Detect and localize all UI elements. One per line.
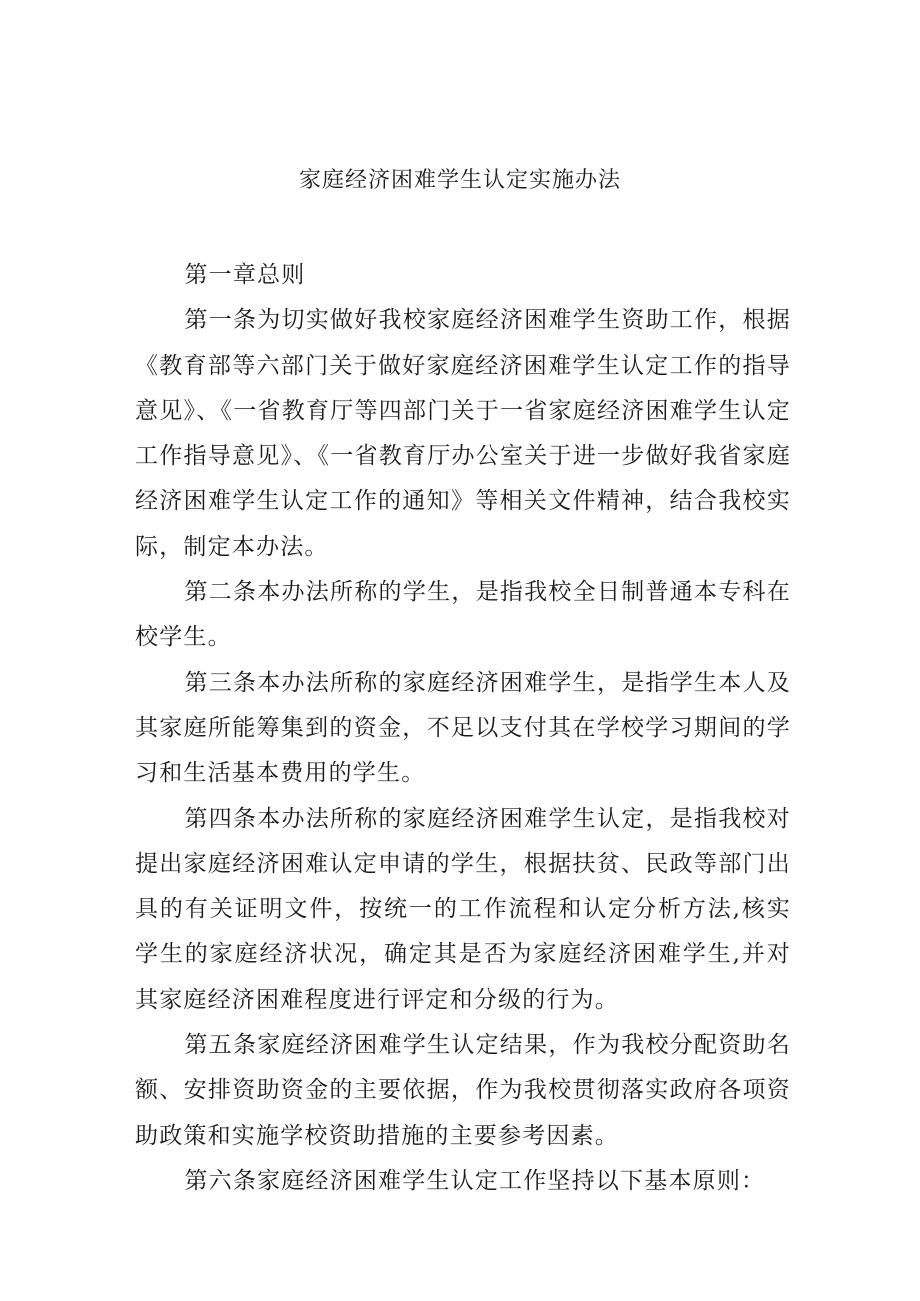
article-5-paragraph: 第五条家庭经济困难学生认定结果，作为我校分配资助名额、安排资助资金的主要依据，作为我校贯彻落实政府各项资助政策和实施学校资助措施的主要参考因素。 xyxy=(135,1032,791,1149)
document-body xyxy=(135,253,791,1204)
chapter-heading: 第一章总则 xyxy=(184,262,306,288)
article-3-paragraph: 第三条本办法所称的家庭经济困难学生，是指学生本人及其家庭所能筹集到的资金，不足以支付其在学校学习期间的学习和生活基本费用的学生。 xyxy=(135,669,791,787)
article-6-paragraph: 第六条家庭经济困难学生认定工作坚持以下基本原则： xyxy=(184,1167,766,1194)
article-1-paragraph: 第一条为切实做好我校家庭经济困难学生资助工作，根据《教育部等六部门关于做好家庭经济困难学生认定工作的指导意见》、《一省教育厅等四部门关于一省家庭经济困难学生认定工作指导意见》、《一省教育厅办公室关于进一步做好我省家庭经济困难学生认定工作的通知》等相关文件精神，结合我校实际，制定本办法。 xyxy=(135,307,791,560)
article-2-paragraph: 第二条本办法所称的学生，是指我校全日制普通本专科在校学生。 xyxy=(135,579,791,651)
document-title: 家庭经济困难学生认定实施办法 xyxy=(298,168,621,193)
article-4-paragraph: 第四条本办法所称的家庭经济困难学生认定，是指我校对提出家庭经济困难认定申请的学生，根据扶贫、民政等部门出具的有关证明文件，按统一的工作流程和认定分析方法,核实学生的家庭经济状况，确定其是否为家庭经济困难学生,并对其家庭经济困难程度进行评定和分级的行为。 xyxy=(135,805,791,1013)
